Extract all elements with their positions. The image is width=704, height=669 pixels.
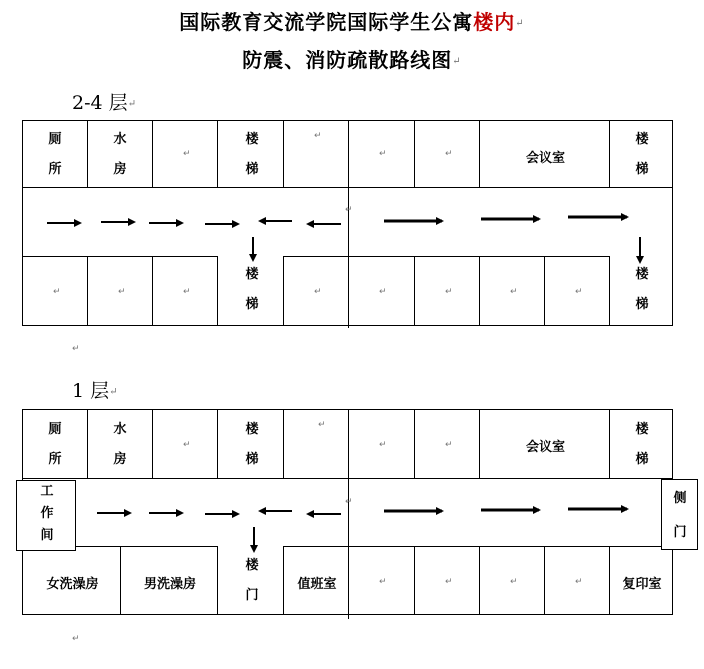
room-stairs: 楼 梯 [609, 409, 673, 479]
room: ↵ [479, 256, 545, 326]
floor-label-upper: 2-4 层↵ [72, 92, 137, 114]
side-door: 侧 门 [661, 479, 698, 550]
room-men-shower: 男洗澡房 [120, 546, 218, 615]
building-door: 楼 门 [217, 546, 284, 615]
room-stairs: 楼 梯 [609, 120, 673, 188]
room: ↵ [544, 256, 610, 326]
room-water: 水 房 [87, 409, 153, 479]
room: ↵ [414, 546, 480, 615]
paragraph-mark: ↵ [452, 56, 462, 67]
paragraph-mark: ↵ [515, 18, 525, 29]
room: ↵ [22, 256, 88, 326]
room-stairs: 楼 梯 [217, 256, 284, 326]
room: ↵ [414, 120, 480, 188]
room: ↵ [414, 256, 480, 326]
room-water: 水 房 [87, 120, 153, 188]
room-meeting: 会议室 [479, 120, 610, 188]
floor-label-ground: 1 层↵ [72, 380, 118, 402]
room: ↵ [283, 409, 349, 479]
subtitle-text: 防震、消防疏散路线图 [242, 48, 453, 72]
room-duty: 值班室 [283, 546, 349, 615]
room-toilet: 厕 所 [22, 120, 88, 188]
room: ↵ [348, 546, 415, 615]
room-stairs: 楼 梯 [217, 409, 284, 479]
room-stairs: 楼 梯 [217, 120, 284, 188]
room: ↵ [479, 546, 545, 615]
room: ↵ [283, 120, 349, 188]
paragraph-mark: ↵ [345, 497, 353, 507]
room: ↵ [414, 409, 480, 479]
room: ↵ [283, 256, 349, 326]
room-copy: 复印室 [609, 546, 673, 615]
room: ↵ [348, 120, 415, 188]
paragraph-mark: ↵ [345, 205, 353, 215]
room-toilet: 厕 所 [22, 409, 88, 479]
title-main: 国际教育交流学院国际学生公寓 [179, 10, 474, 34]
room: ↵ [152, 409, 218, 479]
title-red: 楼内 [473, 10, 516, 34]
room-meeting: 会议室 [479, 409, 610, 479]
room-stairs: 楼 梯 [609, 256, 673, 326]
room: ↵ [152, 120, 218, 188]
paragraph-mark: ↵ [72, 344, 80, 354]
room: ↵ [348, 409, 415, 479]
paragraph-mark: ↵ [72, 634, 80, 644]
room: ↵ [87, 256, 153, 326]
room-women-shower: 女洗澡房 [22, 546, 121, 615]
room: ↵ [152, 256, 218, 326]
room: ↵ [544, 546, 610, 615]
work-room: 工 作 间 [16, 480, 76, 551]
room: ↵ [348, 256, 415, 326]
